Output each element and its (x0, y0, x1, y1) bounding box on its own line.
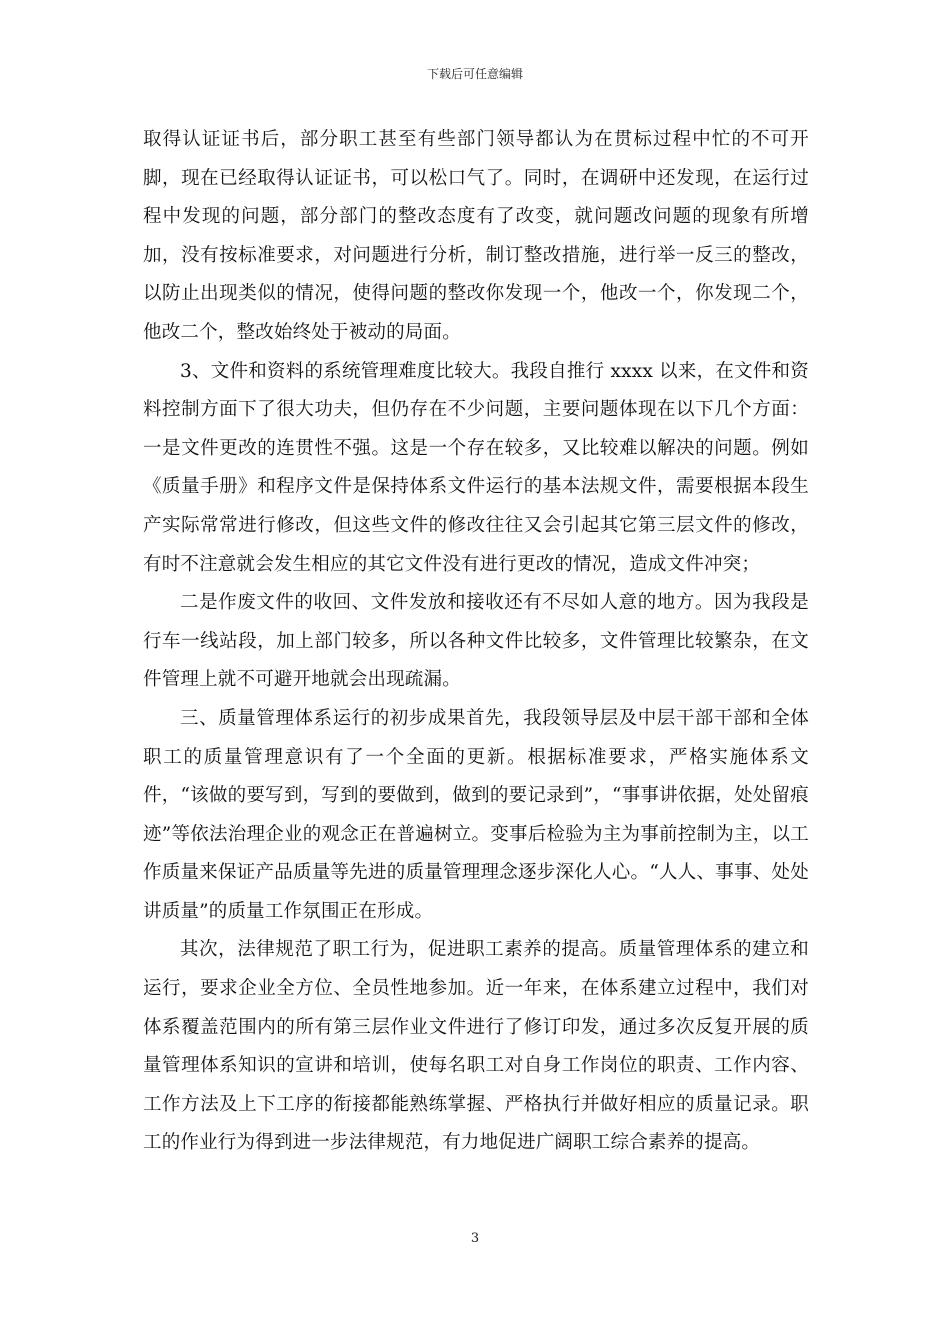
paragraph-1: 取得认证证书后，部分职工甚至有些部门领导都认为在贯标过程中忙的不可开脚，现在已经取得认证证书，可以松口气了。同时，在调研中还发现，在运行过程中发现的问题，部分部门的整改态度有了改变，就问题改问题的现象有所增加，没有按标准要求，对问题进行分析，制订整改措施，进行举一反三的整改，以防止出现类似的情况，使得问题的整改你发现一个，他改一个，你发现二个，他改二个，整改始终处于被动的局面。 (143, 129, 809, 343)
paragraph-2: 3、文件和资料的系统管理难度比较大。我段自推行 xxxx 以来，在文件和资料控制方面下了很大功夫，但仍存在不少问题，主要问题体现在以下几个方面：一是文件更改的连贯性不强。这是一个存在较多，又比较难以解决的问题。例如《质量手册》和程序文件是保持体系文件运行的基本法规文件，需要根据本段生产实际常常进行修改，但这些文件的修改往往又会引起其它第三层文件的修改，有时不注意就会发生相应的其它文件没有进行更改的情况，造成文件冲突； (143, 360, 809, 575)
paragraph-5: 其次，法律规范了职工行为，促进职工素养的提高。质量管理体系的建立和运行，要求企业全方位、全员性地参加。近一年来，在体系建立过程中，我们对体系覆盖范围内的所有第三层作业文件进行了修订印发，通过多次反复开展的质量管理体系知识的宣讲和培训，使每名职工对自身工作岗位的职责、工作内容、工作方法及上下工序的衔接都能熟练掌握、严格执行并做好相应的质量记录。职工的作业行为得到进一步法律规范，有力地促进广阔职工综合素养的提高。 (143, 939, 809, 1154)
paragraph-4: 三、质量管理体系运行的初步成果首先，我段领导层及中层干部干部和全体职工的质量管理意识有了一个全面的更新。根据标准要求，严格实施体系文件，“该做的要写到，写到的要做到，做到的要记录到”，“事事讲依据，处处留痕迹”等依法治理企业的观念正在普遍树立。变事后检验为主为事前控制为主，以工作质量来保证产品质量等先进的质量管理理念逐步深化人心。“人人、事事、处处讲质量”的质量工作氛围正在形成。 (143, 707, 809, 922)
page-header: 下载后可任意编辑 (426, 67, 523, 81)
page-number: 3 (470, 1231, 480, 1246)
document-body (143, 121, 809, 1163)
paragraph-3: 二是作废文件的收回、文件发放和接收还有不尽如人意的地方。因为我段是行车一线站段，加上部门较多，所以各种文件比较多，文件管理比较繁杂，在文件管理上就不可避开地就会出现疏漏。 (143, 592, 809, 691)
